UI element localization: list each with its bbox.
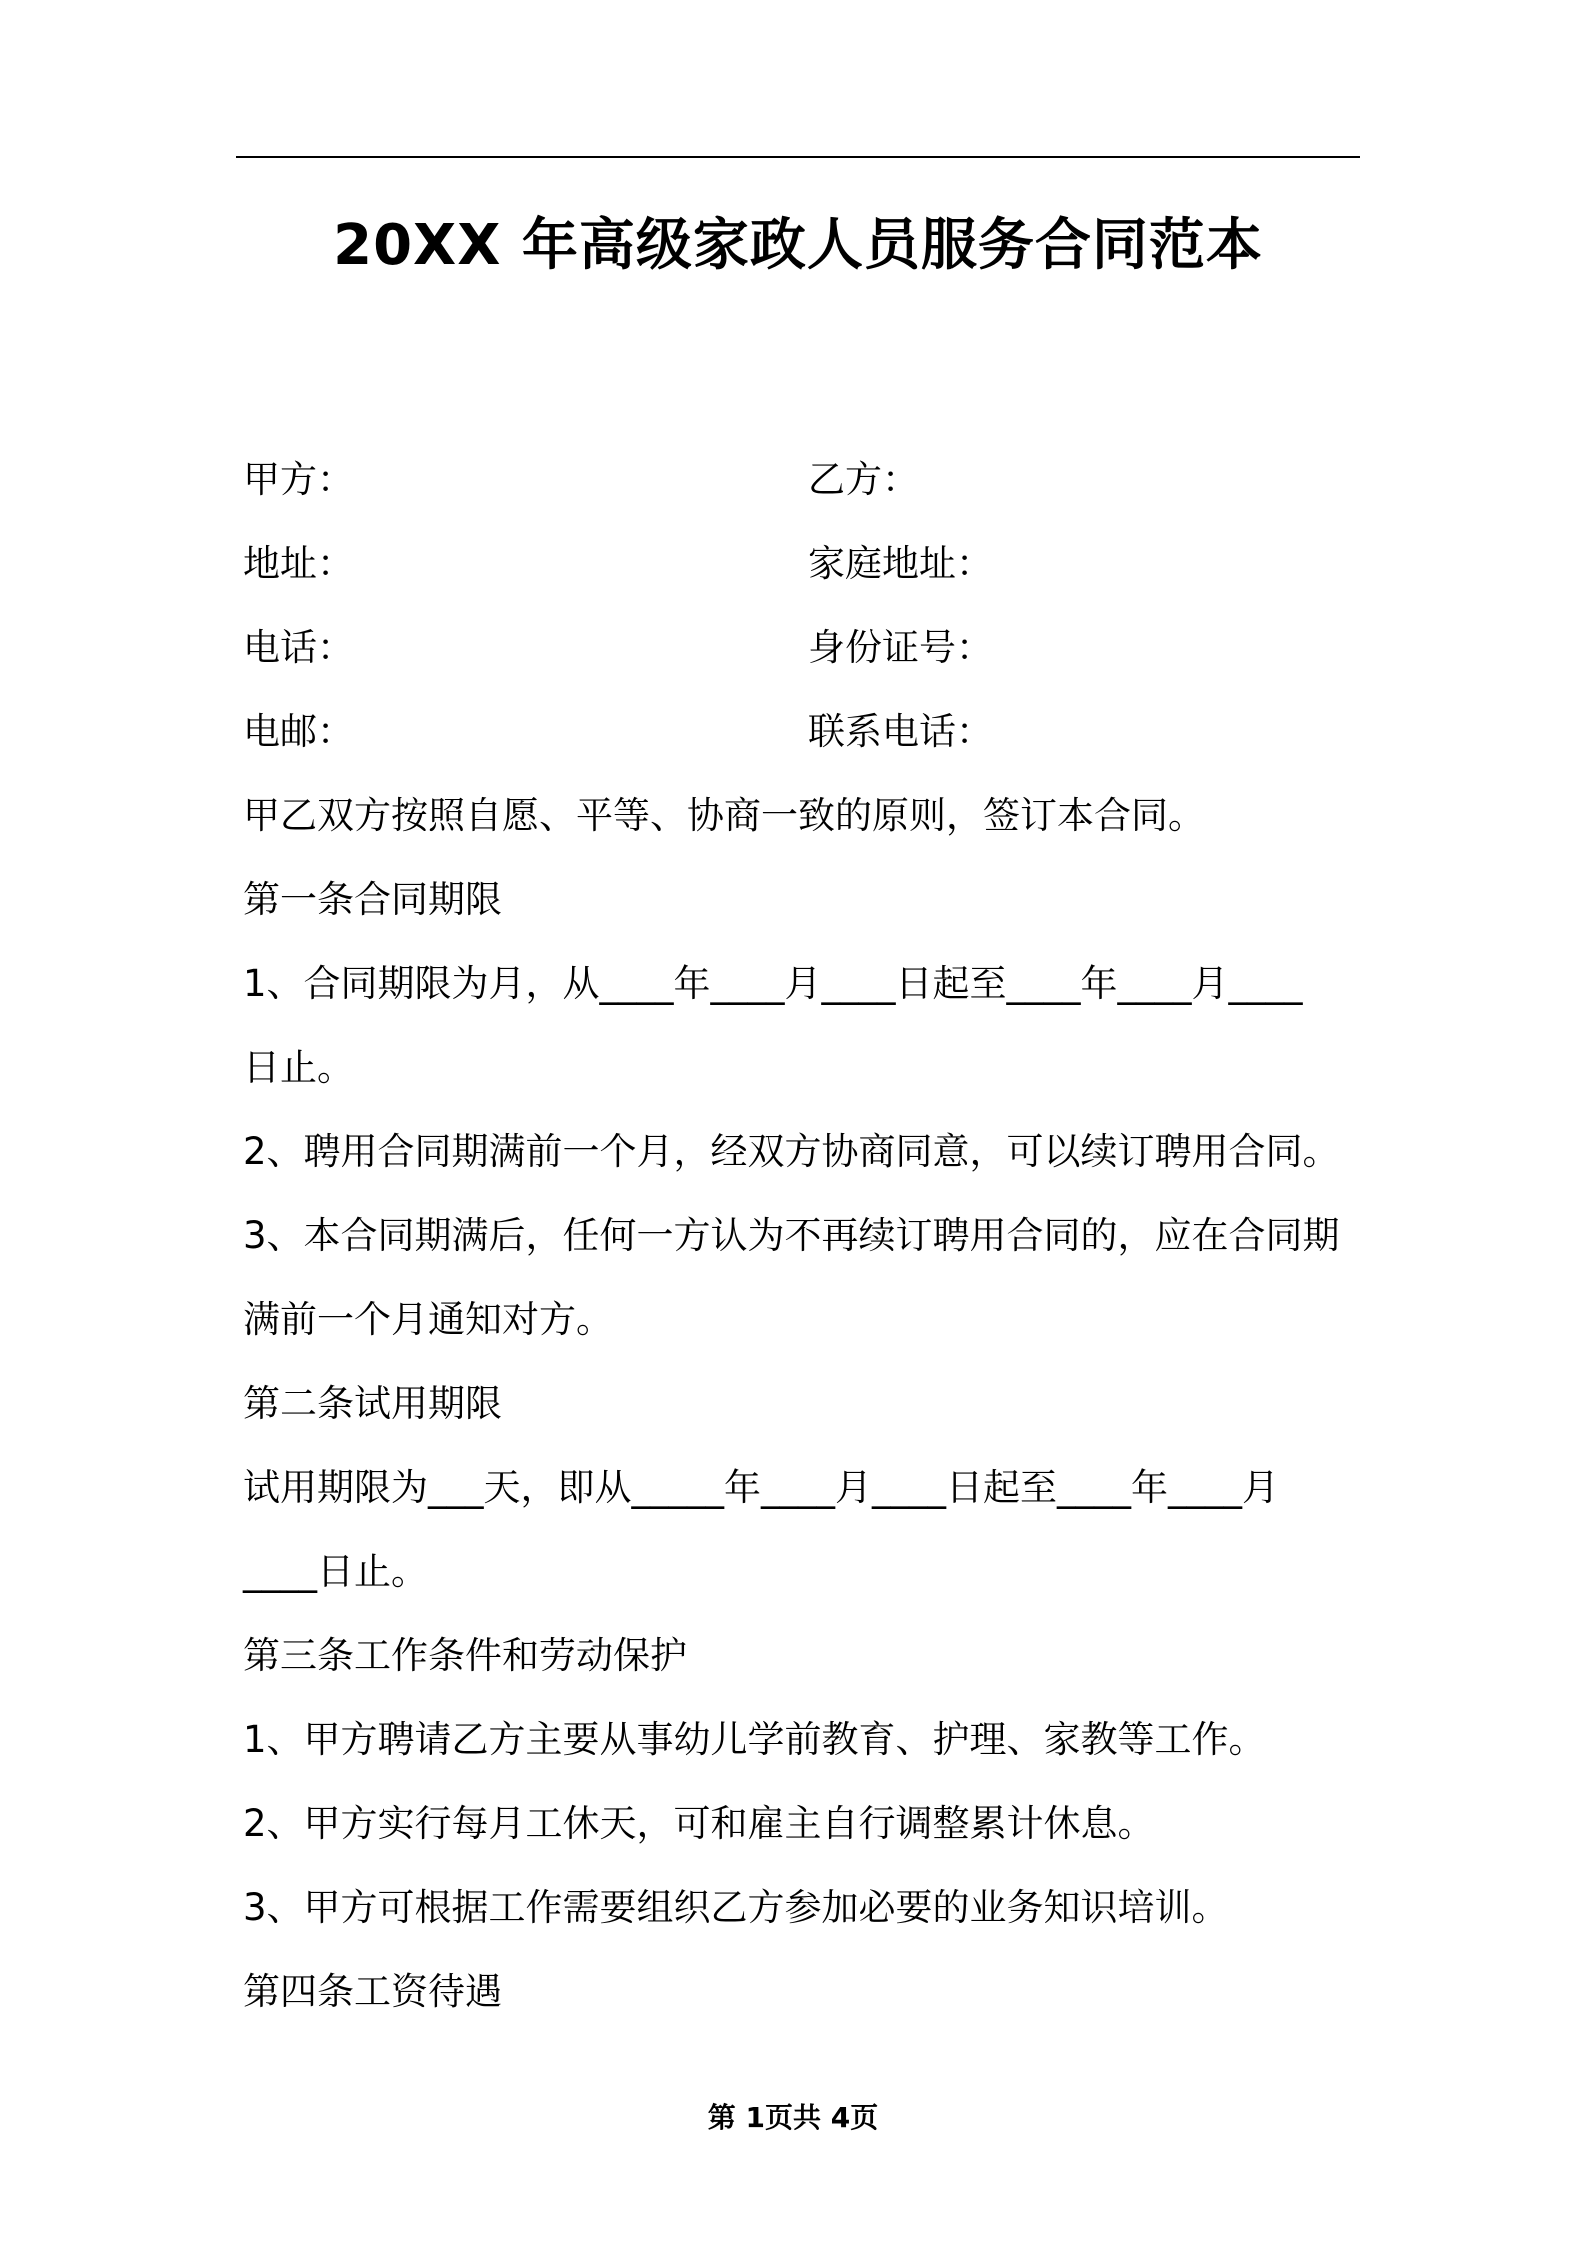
body-line: ____日止。 [243,1550,428,1593]
section-heading: 第一条合同期限 [243,878,502,921]
party-b-label: 乙方： [808,458,919,501]
party-b-home-address-label: 家庭地址： [808,542,993,585]
party-b-id-number-label: 身份证号： [808,626,993,669]
header-rule [236,156,1360,158]
section-heading: 第三条工作条件和劳动保护 [243,1634,687,1677]
body-line: 2、聘用合同期满前一个月，经双方协商同意，可以续订聘用合同。 [243,1130,1340,1173]
body-line: 甲乙双方按照自愿、平等、协商一致的原则，签订本合同。 [243,794,1205,837]
body-line: 日止。 [243,1046,354,1089]
party-a-label: 甲方： [243,458,354,501]
body-line: 1、甲方聘请乙方主要从事幼儿学前教育、护理、家教等工作。 [243,1718,1266,1761]
body-line: 2、甲方实行每月工休天，可和雇主自行调整累计休息。 [243,1802,1155,1845]
page-number-footer: 第 1页共 4页 [707,2101,879,2134]
section-heading: 第二条试用期限 [243,1382,502,1425]
document-title: 20XX 年高级家政人员服务合同范本 [333,213,1263,278]
party-a-address-label: 地址： [243,542,354,585]
body-line: 1、合同期限为月，从____年____月____日起至____年____月____ [243,962,1303,1005]
body-line: 试用期限为___天，即从_____年____月____日起至____年____月 [243,1466,1279,1509]
body-line: 满前一个月通知对方。 [243,1298,613,1341]
party-a-email-label: 电邮： [243,710,354,753]
body-line: 3、甲方可根据工作需要组织乙方参加必要的业务知识培训。 [243,1886,1229,1929]
section-heading: 第四条工资待遇 [243,1970,502,2013]
party-b-contact-phone-label: 联系电话： [808,710,993,753]
body-line: 3、本合同期满后，任何一方认为不再续订聘用合同的，应在合同期 [243,1214,1340,1257]
party-a-phone-label: 电话： [243,626,354,669]
